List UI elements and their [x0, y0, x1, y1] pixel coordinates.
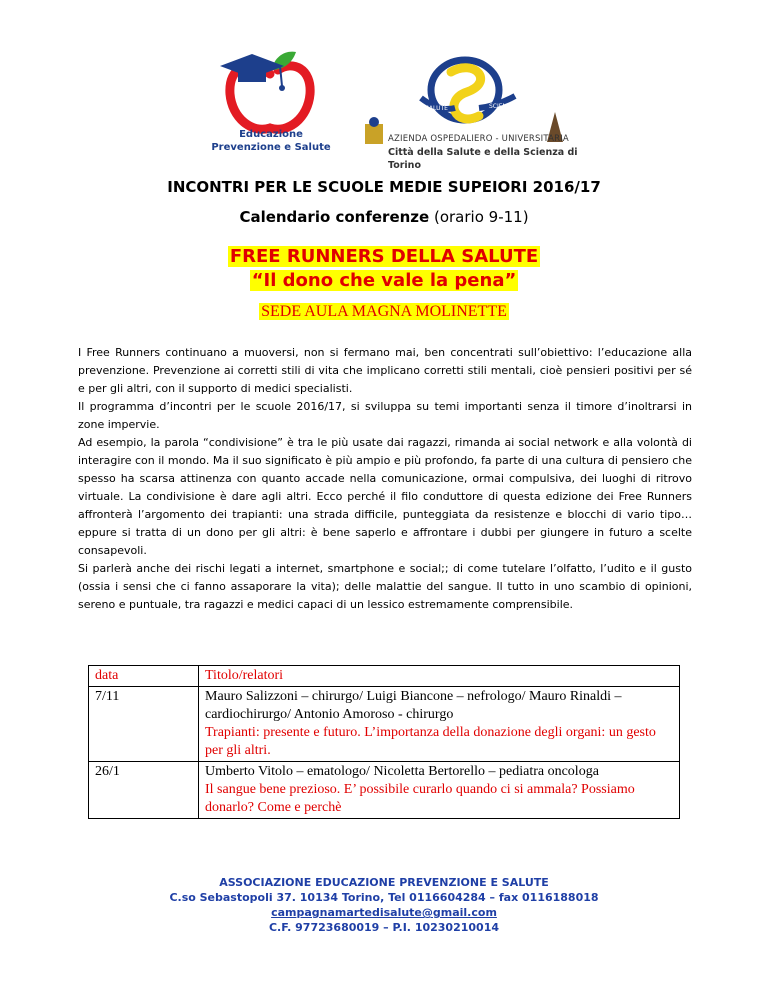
intro-paragraph: Ad esempio, la parola “condivisione” è tra le più usate dai ragazzi, rimanda ai social network e alla volontà di interagire con il mondo. Ma il suo significato è più ampio e più profondo, fa parte di una cultura di pensiero che spesso ha scarsa attinenza con quanto accade nella comunicazione, ormai compulsiva, dei luoghi di ritrovo virtuale. La condivisione è dare agli altri. Ecco perché il filo conduttore di questa edizione dei Free Runners affronterà l’argomento dei trapianti: una strada difficile, punteggiata da resistenze e blocchi di vario tipo… eppure si tratta di un dono per gli altri: è bene saperlo e affrontare i dubbi per giungere in futuro a scelte consapevoli.	[78, 436, 692, 557]
footer-email-link[interactable]: campagnamartedisalute@gmail.com	[271, 906, 497, 919]
footer	[0, 875, 768, 935]
header-date: data	[89, 666, 199, 687]
row-speakers: Umberto Vitolo – ematologo/ Nicoletta Bertorello – pediatra oncologa	[205, 764, 599, 779]
ribbon-left-label: SALUTE	[425, 105, 448, 112]
footer-association: ASSOCIAZIONE EDUCAZIONE PREVENZIONE E SALUTE	[219, 876, 549, 889]
footer-tax-ids: C.F. 97723680019 – P.I. 10230210014	[268, 921, 500, 934]
event-subtitle: “Il dono che vale la pena”	[251, 270, 517, 291]
right-logo-line2: Città della Salute e della Scienza di Torino	[388, 147, 578, 171]
header-title-speakers: Titolo/relatori	[199, 666, 680, 687]
row-topic: Trapianti: presente e futuro. L’importanza della donazione degli organi: un gesto per gli altri.	[205, 725, 656, 758]
row-topic: Il sangue bene prezioso. E’ possibile curarlo quando ci si ammala? Possiamo donarlo? Come e perchè	[205, 782, 635, 815]
intro-paragraph: I Free Runners continuano a muoversi, non si fermano mai, ben concentrati sull’obiettivo: l’educazione alla prevenzione. Prevenzione ai corretti stili di vita che implicano corretti stili mentali, cioè pensieri positivi per sé e per gli altri, con il supporto di medici specialisti.	[78, 346, 692, 395]
subtitle-bold: Calendario conferenze	[239, 208, 430, 226]
table-row	[89, 762, 680, 819]
left-logo-caption: Educazione Prevenzione e Salute	[211, 129, 331, 153]
row-content	[199, 687, 680, 762]
ribbon-right-label: SCIENZA	[489, 103, 516, 110]
row-speakers: Mauro Salizzoni – chirurgo/ Luigi Biancone – nefrologo/ Mauro Rinaldi – cardiochirurgo/ Antonio Amoroso - chirurgo	[205, 689, 622, 722]
venue	[0, 303, 768, 321]
footer-address: C.so Sebastopoli 37. 10134 Torino, Tel 0116604284 – fax 0116188018	[169, 891, 599, 904]
right-logo-line1: AZIENDA OSPEDALIERO - UNIVERSITARIA	[388, 134, 569, 144]
document-title: INCONTRI PER LE SCUOLE MEDIE SUPEIORI 2016/17	[167, 178, 601, 196]
row-date: 7/11	[89, 687, 199, 762]
conference-calendar-table	[88, 665, 680, 819]
row-content	[199, 762, 680, 819]
table-row	[89, 687, 680, 762]
event-heading	[0, 245, 768, 293]
intro-paragraph: Si parlerà anche dei rischi legati a internet, smartphone e social;; di come tutelare l’olfatto, l’udito e il gusto (ossia i sensi che ci fanno assaporare la vita); delle malattie del sangue. Il tutto in uno scambio di opinioni, sereno e puntuale, tra ragazzi e medici capaci di un lessico estremamente comprensibile.	[78, 562, 692, 611]
intro-paragraph: Il programma d’incontri per le scuole 2016/17, si sviluppa su temi importanti senza il timore d’inoltrarsi in zone impervie.	[78, 400, 692, 431]
subtitle-time: (orario 9-11)	[429, 208, 529, 226]
intro-text	[78, 344, 692, 614]
event-title: FREE RUNNERS DELLA SALUTE	[229, 246, 539, 267]
row-date: 26/1	[89, 762, 199, 819]
venue-text: SEDE AULA MAGNA MOLINETTE	[261, 303, 507, 320]
table-header-row	[89, 666, 680, 687]
calendar-subtitle	[0, 208, 768, 226]
right-logo-caption	[388, 133, 588, 172]
